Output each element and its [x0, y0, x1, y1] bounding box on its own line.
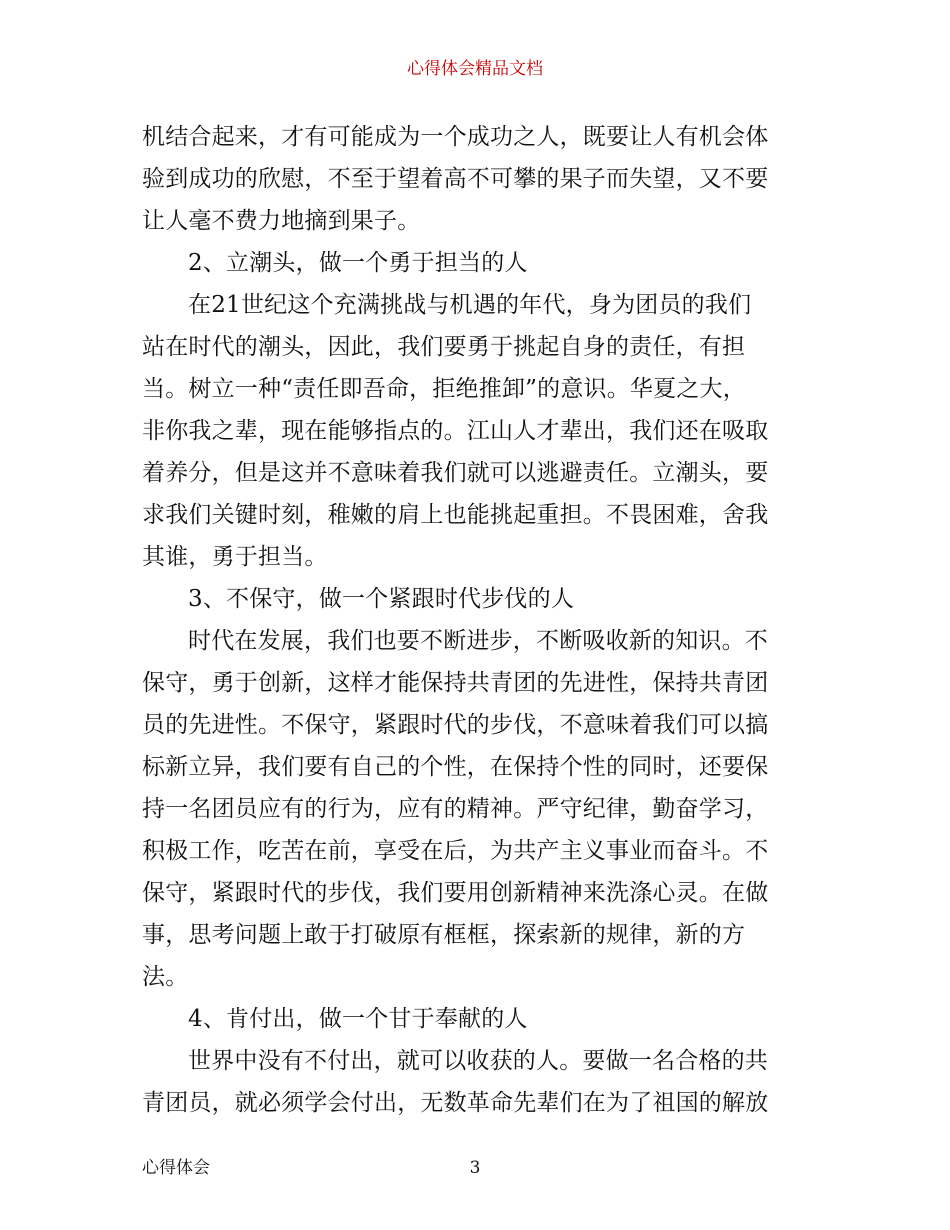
- text-line: 当。树立一种“责任即吾命，拒绝推卸”的意识。华夏之大，: [142, 376, 746, 402]
- text-line: 验到成功的欣慰，不至于望着高不可攀的果子而失望，又不要: [142, 166, 769, 192]
- text-line: 2、立潮头，做一个勇于担当的人: [188, 250, 528, 276]
- text-line: 非你我之辈，现在能够指点的。江山人才辈出，我们还在吸取: [142, 418, 769, 444]
- text-line: 保守，勇于创新，这样才能保持共青团的先进性，保持共青团: [142, 670, 769, 696]
- text-line: 青团员，就必须学会付出，无数革命先辈们在为了祖国的解放: [142, 1090, 769, 1116]
- text-line: 持一名团员应有的行为，应有的精神。严守纪律，勤奋学习，: [142, 796, 769, 822]
- text-line: 机结合起来，才有可能成为一个成功之人，既要让人有机会体: [142, 124, 769, 150]
- text-line: 世界中没有不付出，就可以收获的人。要做一名合格的共: [188, 1048, 768, 1074]
- text-line: 事，思考问题上敢于打破原有框框，探索新的规律，新的方: [142, 922, 746, 948]
- text-line: 3、不保守，做一个紧跟时代步伐的人: [188, 586, 575, 612]
- text-line: 标新立异，我们要有自己的个性，在保持个性的同时，还要保: [142, 754, 769, 780]
- text-line: 站在时代的潮头，因此，我们要勇于挑起自身的责任，有担: [142, 334, 746, 360]
- text-line: 4、肯付出，做一个甘于奉献的人: [188, 1006, 528, 1032]
- text-line: 积极工作，吃苦在前，享受在后，为共产主义事业而奋斗。不: [142, 838, 769, 864]
- page-number: 3: [469, 1158, 481, 1178]
- text-line: 法。: [142, 964, 189, 990]
- text-line: 求我们关键时刻，稚嫩的肩上也能挑起重担。不畏困难，舍我: [142, 502, 769, 528]
- text-line: 在21世纪这个充满挑战与机遇的年代，身为团员的我们: [188, 292, 752, 318]
- text-line: 时代在发展，我们也要不断进步，不断吸收新的知识。不: [188, 628, 768, 654]
- text-line: 其谁，勇于担当。: [142, 544, 328, 570]
- text-line: 让人毫不费力地摘到果子。: [142, 208, 421, 234]
- document-header-title: 心得体会精品文档: [407, 59, 543, 79]
- footer-label: 心得体会: [142, 1158, 210, 1178]
- text-line: 保守，紧跟时代的步伐，我们要用创新精神来洗涤心灵。在做: [142, 880, 769, 906]
- document-body: [142, 116, 814, 1124]
- text-line: 员的先进性。不保守，紧跟时代的步伐，不意味着我们可以搞: [142, 712, 769, 738]
- text-line: 着养分，但是这并不意味着我们就可以逃避责任。立潮头，要: [142, 460, 769, 486]
